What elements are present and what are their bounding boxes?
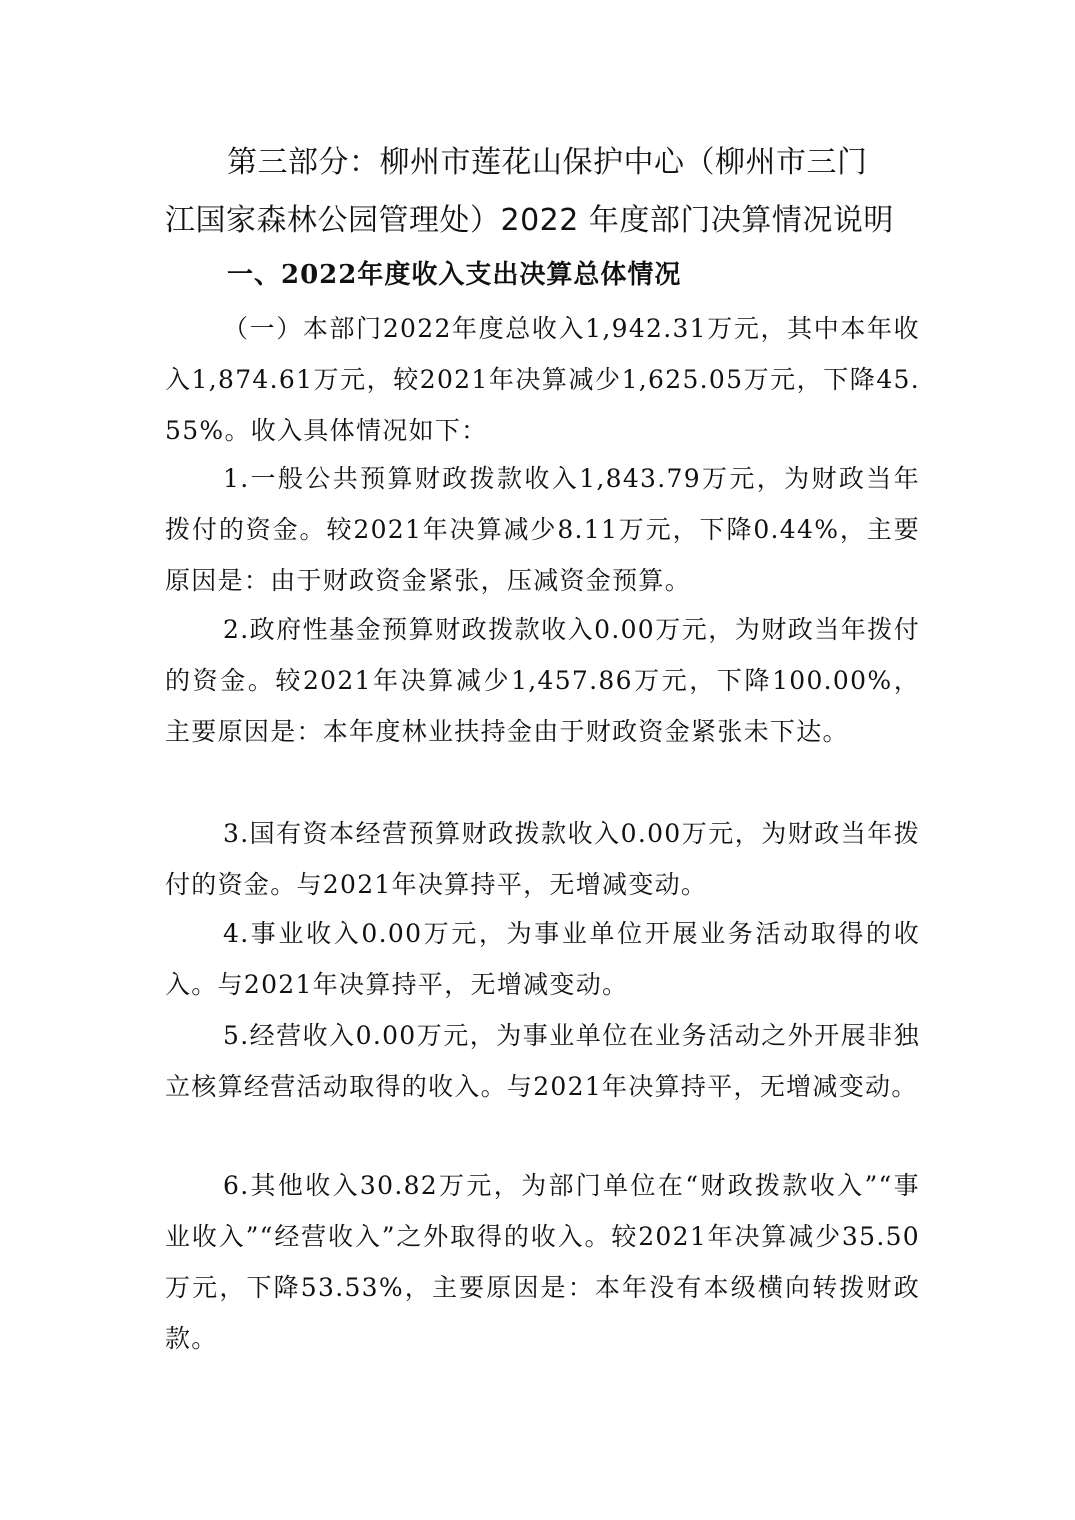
paragraph-government-fund: 2.政府性基金预算财政拨款收入0.00万元，为财政当年拨付的资金。较2021年决算减少1,457.86万元，下降100.00%，主要原因是：本年度林业扶持金由于财政资金紧张未下达。 <box>165 615 920 746</box>
paragraph-state-capital: 3.国有资本经营预算财政拨款收入0.00万元，为财政当年拨付的资金。与2021年决算持平，无增减变动。 <box>165 819 920 899</box>
paragraph-business-income: 4.事业收入0.00万元，为事业单位开展业务活动取得的收入。与2021年决算持平，无增减变动。 <box>165 919 920 999</box>
paragraph-general-budget: 1.一般公共预算财政拨款收入1,843.79万元，为财政当年拨付的资金。较2021年决算减少8.11万元，下降0.44%，主要原因是：由于财政资金紧张，压减资金预算。 <box>165 464 920 595</box>
title-line-2: 江国家森林公园管理处）2022 年度部门决算情况说明 <box>165 203 894 238</box>
paragraph-other-income: 6.其他收入30.82万元，为部门单位在“财政拨款收入”“事业收入”“经营收入”之外取得的收入。较2021年决算减少35.50万元，下降53.53%，主要原因是：本年没有本级横向转拨财政款。 <box>165 1171 920 1353</box>
paragraph-operating-income: 5.经营收入0.00万元，为事业单位在业务活动之外开展非独立核算经营活动取得的收入。与2021年决算持平，无增减变动。 <box>165 1021 920 1101</box>
title-line-1: 第三部分：柳州市莲花山保护中心（柳州市三门 <box>227 145 868 180</box>
section-heading: 一、2022年度收入支出决算总体情况 <box>227 260 682 290</box>
document-title <box>165 134 925 250</box>
paragraph-total-income: （一）本部门2022年度总收入1,942.31万元，其中本年收入1,874.61万元，较2021年决算减少1,625.05万元，下降45.55%。收入具体情况如下： <box>165 314 920 445</box>
